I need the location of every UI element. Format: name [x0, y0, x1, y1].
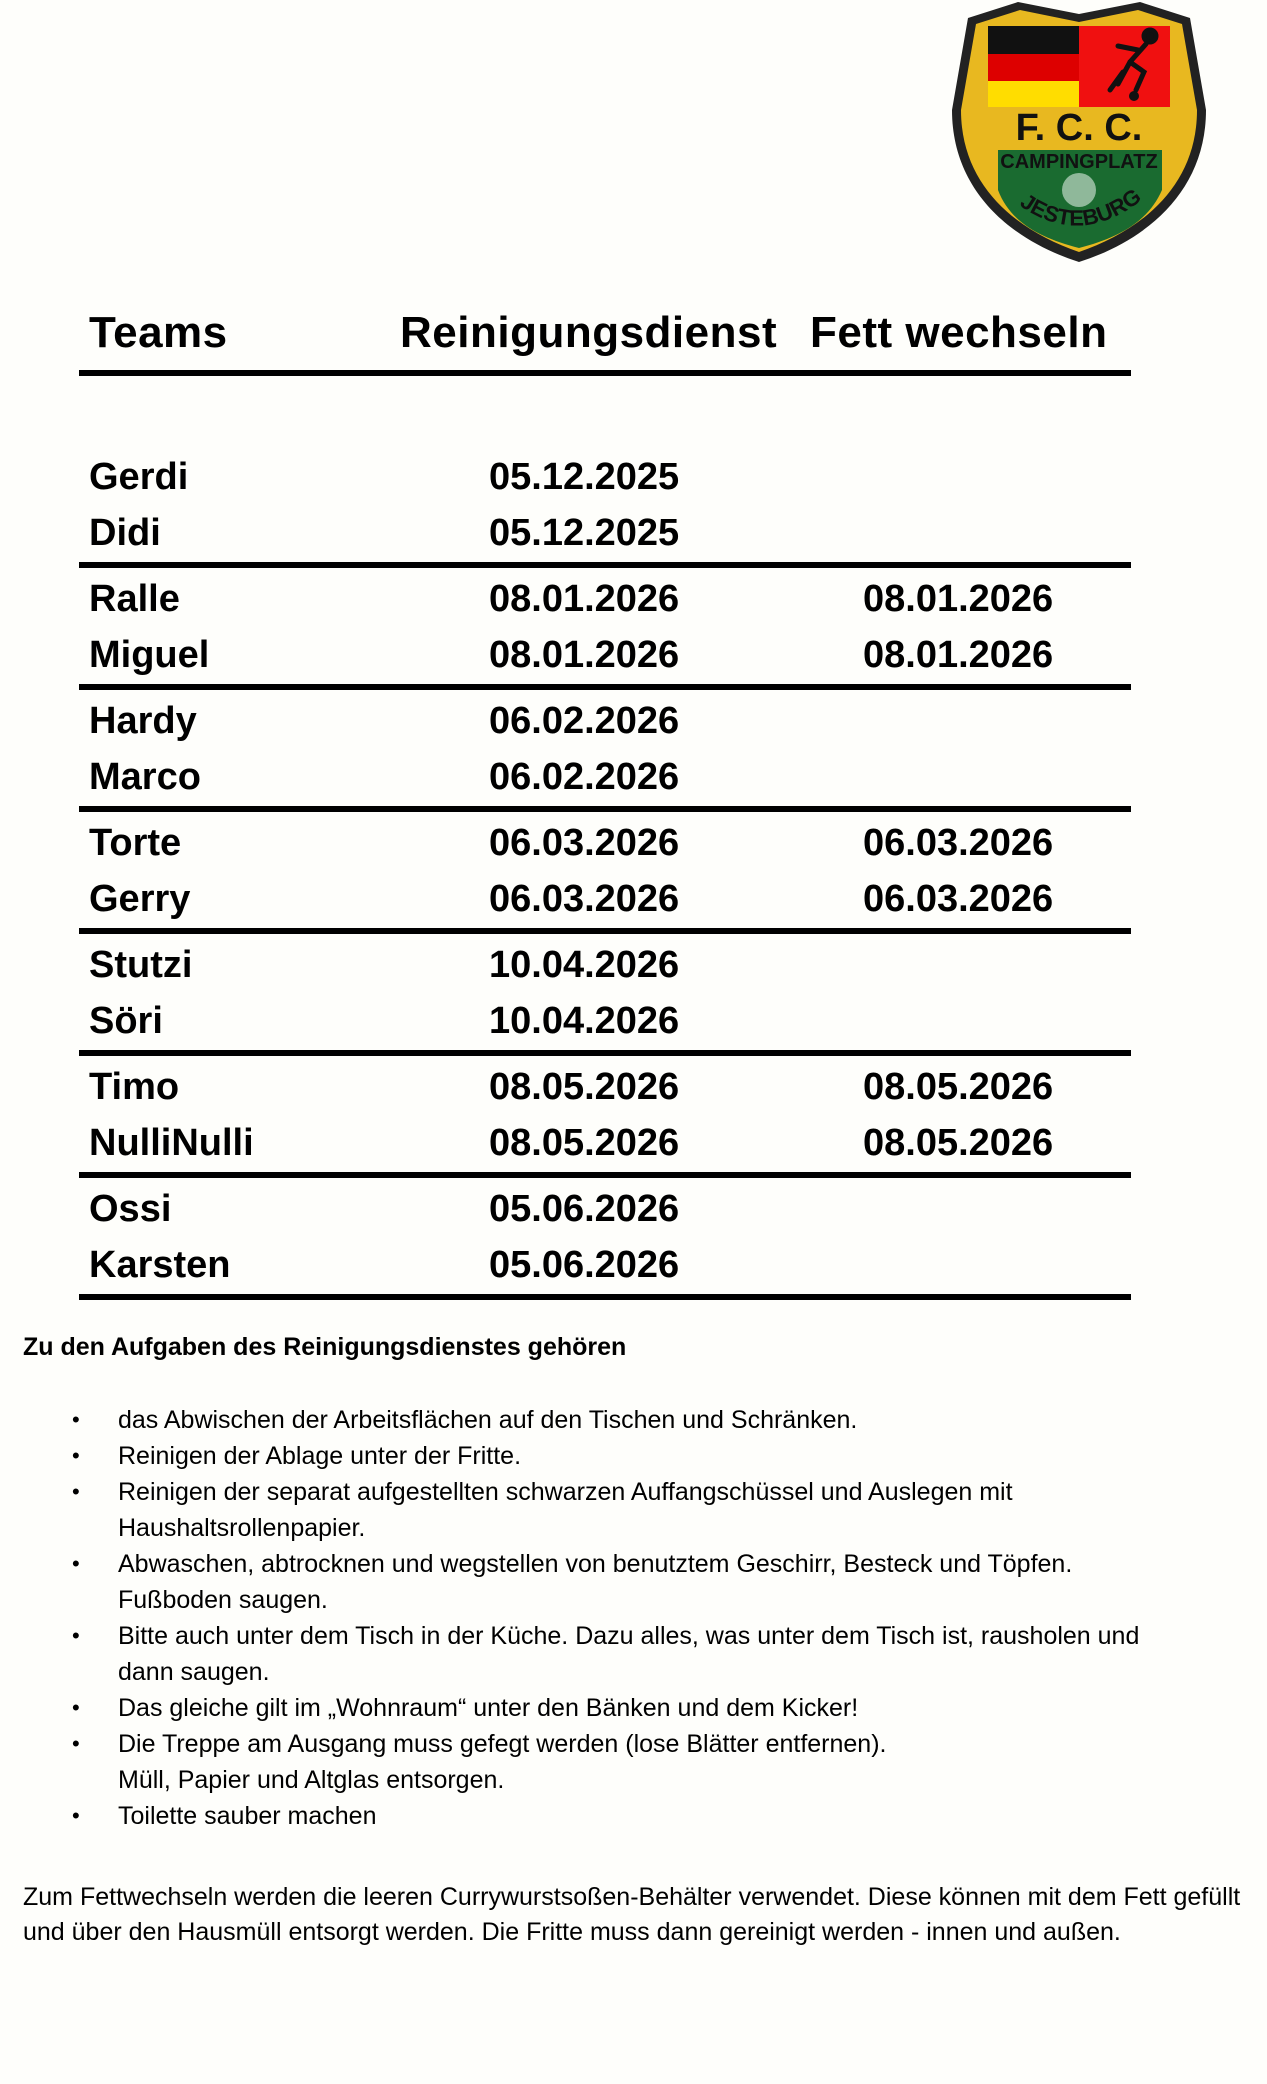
task-item [0, 1798, 1208, 1834]
club-logo [948, 0, 1210, 266]
team-name: Söri [89, 1000, 163, 1042]
table-row [79, 694, 1131, 750]
fett-paragraph: Zum Fettwechseln werden die leeren Currywurstsoßen-Behälter verwendet. Diese können mit dem Fett gefüllt und über den Hausmüll entsorgt werden. Die Fritte muss dann gereinigt werden - innen und außen. [23, 1883, 1241, 1946]
task-text: Das gleiche gilt im „Wohnraum“ unter den Bänken und dem Kicker! [118, 1694, 859, 1722]
crest-icon [948, 0, 1210, 266]
team-pair-group [79, 1060, 1131, 1178]
reinigung-date: 06.03.2026 [489, 878, 680, 920]
bullet-icon: • [72, 1623, 80, 1648]
reinigung-date: 10.04.2026 [489, 944, 680, 986]
task-text: Fußboden saugen. [118, 1586, 328, 1614]
task-text: Die Treppe am Ausgang muss gefegt werden (lose Blätter entfernen). [118, 1730, 887, 1758]
task-text: Reinigen der separat aufgestellten schwarzen Auffangschüssel und Auslegen mit [118, 1478, 1013, 1506]
table-row [79, 872, 1131, 928]
team-pair-group [79, 816, 1131, 934]
svg-text:CAMPINGPLATZ: CAMPINGPLATZ [1000, 151, 1158, 173]
team-name: Gerry [89, 878, 191, 920]
team-pair-group [79, 1182, 1131, 1300]
table-row [79, 994, 1131, 1050]
task-text: Müll, Papier und Altglas entsorgen. [118, 1766, 505, 1794]
reinigung-date: 06.02.2026 [489, 756, 680, 798]
fett-date: 08.01.2026 [863, 578, 1054, 620]
bullet-icon: • [72, 1479, 80, 1504]
tasks-list [0, 1402, 1267, 1834]
table-row [79, 1238, 1131, 1294]
reinigung-date: 05.12.2025 [489, 512, 680, 554]
team-name: Timo [89, 1066, 180, 1108]
task-item [0, 1726, 1208, 1798]
task-text: Bitte auch unter dem Tisch in der Küche. Dazu alles, was unter dem Tisch ist, rausholen und [118, 1622, 1140, 1650]
header-teams: Teams [89, 308, 228, 357]
table-row [79, 506, 1131, 562]
reinigung-date: 06.02.2026 [489, 700, 680, 742]
reinigung-date: 10.04.2026 [489, 1000, 680, 1042]
task-text: dann saugen. [118, 1658, 270, 1686]
table-row [79, 750, 1131, 806]
task-text: Toilette sauber machen [118, 1802, 377, 1830]
task-item [0, 1438, 1208, 1474]
table-row [79, 1060, 1131, 1116]
bullet-icon: • [72, 1551, 80, 1576]
table-row [79, 628, 1131, 684]
table-row [79, 816, 1131, 872]
schedule-table [79, 300, 1131, 1300]
team-name: Karsten [89, 1244, 231, 1286]
table-row [79, 1182, 1131, 1238]
bullet-icon: • [72, 1407, 80, 1432]
fett-date: 08.01.2026 [863, 634, 1054, 676]
bullet-icon: • [72, 1695, 80, 1720]
table-row [79, 1116, 1131, 1172]
reinigung-date: 08.01.2026 [489, 634, 680, 676]
task-item [0, 1474, 1208, 1546]
fett-date: 08.05.2026 [863, 1122, 1054, 1164]
task-item [0, 1618, 1208, 1690]
task-text: Haushaltsrollenpapier. [118, 1514, 366, 1542]
table-row [79, 938, 1131, 994]
table-row [79, 572, 1131, 628]
task-text: das Abwischen der Arbeitsflächen auf den Tischen und Schränken. [118, 1406, 858, 1434]
header-fett-wechseln: Fett wechseln [810, 308, 1108, 357]
task-item [0, 1402, 1208, 1438]
table-header [79, 300, 1131, 376]
team-pair-group [79, 572, 1131, 690]
reinigung-date: 06.03.2026 [489, 822, 680, 864]
team-name: Stutzi [89, 944, 193, 986]
table-row [79, 450, 1131, 506]
svg-text:JESTEBURG: JESTEBURG [1016, 183, 1146, 231]
team-name: Torte [89, 822, 182, 864]
team-name: NulliNulli [89, 1122, 254, 1164]
team-name: Hardy [89, 700, 197, 742]
team-name: Didi [89, 512, 161, 554]
task-item [0, 1546, 1208, 1618]
fett-date: 08.05.2026 [863, 1066, 1054, 1108]
fett-date: 06.03.2026 [863, 878, 1054, 920]
bullet-icon: • [72, 1443, 80, 1468]
reinigung-date: 08.01.2026 [489, 578, 680, 620]
reinigung-date: 05.12.2025 [489, 456, 680, 498]
reinigung-date: 05.06.2026 [489, 1188, 680, 1230]
team-name: Ralle [89, 578, 180, 620]
bullet-icon: • [72, 1803, 80, 1828]
team-pair-group [79, 694, 1131, 812]
reinigung-date: 08.05.2026 [489, 1066, 680, 1108]
team-name: Ossi [89, 1188, 172, 1230]
reinigung-date: 08.05.2026 [489, 1122, 680, 1164]
team-name: Gerdi [89, 456, 189, 498]
team-pair-group [79, 450, 1131, 568]
task-text: Reinigen der Ablage unter der Fritte. [118, 1442, 522, 1470]
bullet-icon: • [72, 1731, 80, 1756]
team-pair-group [79, 938, 1131, 1056]
tasks-heading: Zu den Aufgaben des Reinigungsdienstes gehören [23, 1333, 627, 1361]
task-item [0, 1690, 1208, 1726]
header-reinigungsdienst: Reinigungsdienst [400, 308, 778, 357]
task-text: Abwaschen, abtrocknen und wegstellen von benutztem Geschirr, Besteck und Töpfen. [118, 1550, 1073, 1578]
reinigung-date: 05.06.2026 [489, 1244, 680, 1286]
svg-text:F. C. C.: F. C. C. [1015, 107, 1143, 149]
team-name: Miguel [89, 634, 210, 676]
fett-date: 06.03.2026 [863, 822, 1054, 864]
team-name: Marco [89, 756, 201, 798]
